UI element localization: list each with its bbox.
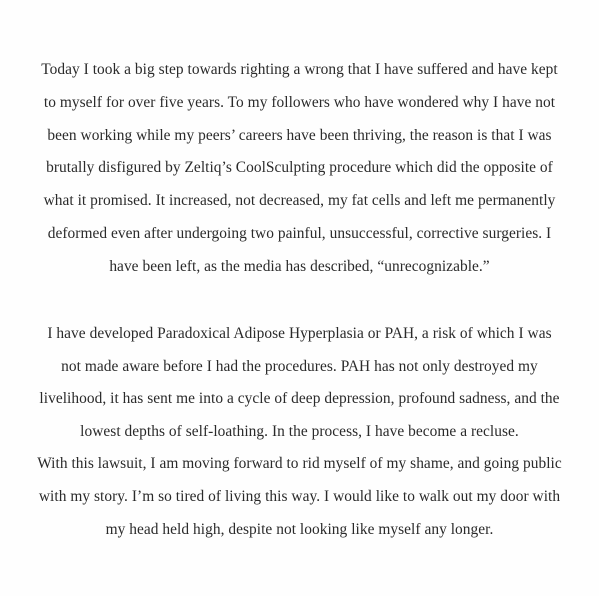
- text-line: with my story. I’m so tired of living this way. I would like to walk out my door with: [38, 487, 561, 505]
- statement-paragraph-2: [0, 318, 599, 546]
- text-line: to myself for over five years. To my followers who have wondered why I have not: [43, 93, 556, 111]
- text-line: deformed even after undergoing two painful, unsuccessful, corrective surgeries. I: [47, 224, 552, 242]
- text-line: livelihood, it has sent me into a cycle of deep depression, profound sadness, and the: [39, 390, 560, 408]
- text-line: not made aware before I had the procedures. PAH has not only destroyed my: [61, 357, 538, 375]
- text-line: lowest depths of self-loathing. In the process, I have become a recluse.: [80, 422, 519, 440]
- text-line: With this lawsuit, I am moving forward to rid myself of my shame, and going public: [37, 455, 562, 473]
- text-line: my head held high, despite not looking like myself any longer.: [105, 520, 494, 538]
- statement-paragraph-1: [0, 54, 599, 284]
- text-line: brutally disfigured by Zeltiq’s CoolSculpting procedure which did the opposite of: [46, 159, 553, 177]
- text-line: have been left, as the media has described, “unrecognizable.”: [109, 257, 490, 275]
- text-line: Today I took a big step towards righting a wrong that I have suffered and have kept: [41, 61, 558, 78]
- text-line: I have developed Paradoxical Adipose Hyperplasia or PAH, a risk of which I was: [47, 325, 552, 342]
- text-line: been working while my peers’ careers have been thriving, the reason is that I was: [47, 126, 552, 144]
- text-line: what it promised. It increased, not decreased, my fat cells and left me permanently: [43, 192, 556, 210]
